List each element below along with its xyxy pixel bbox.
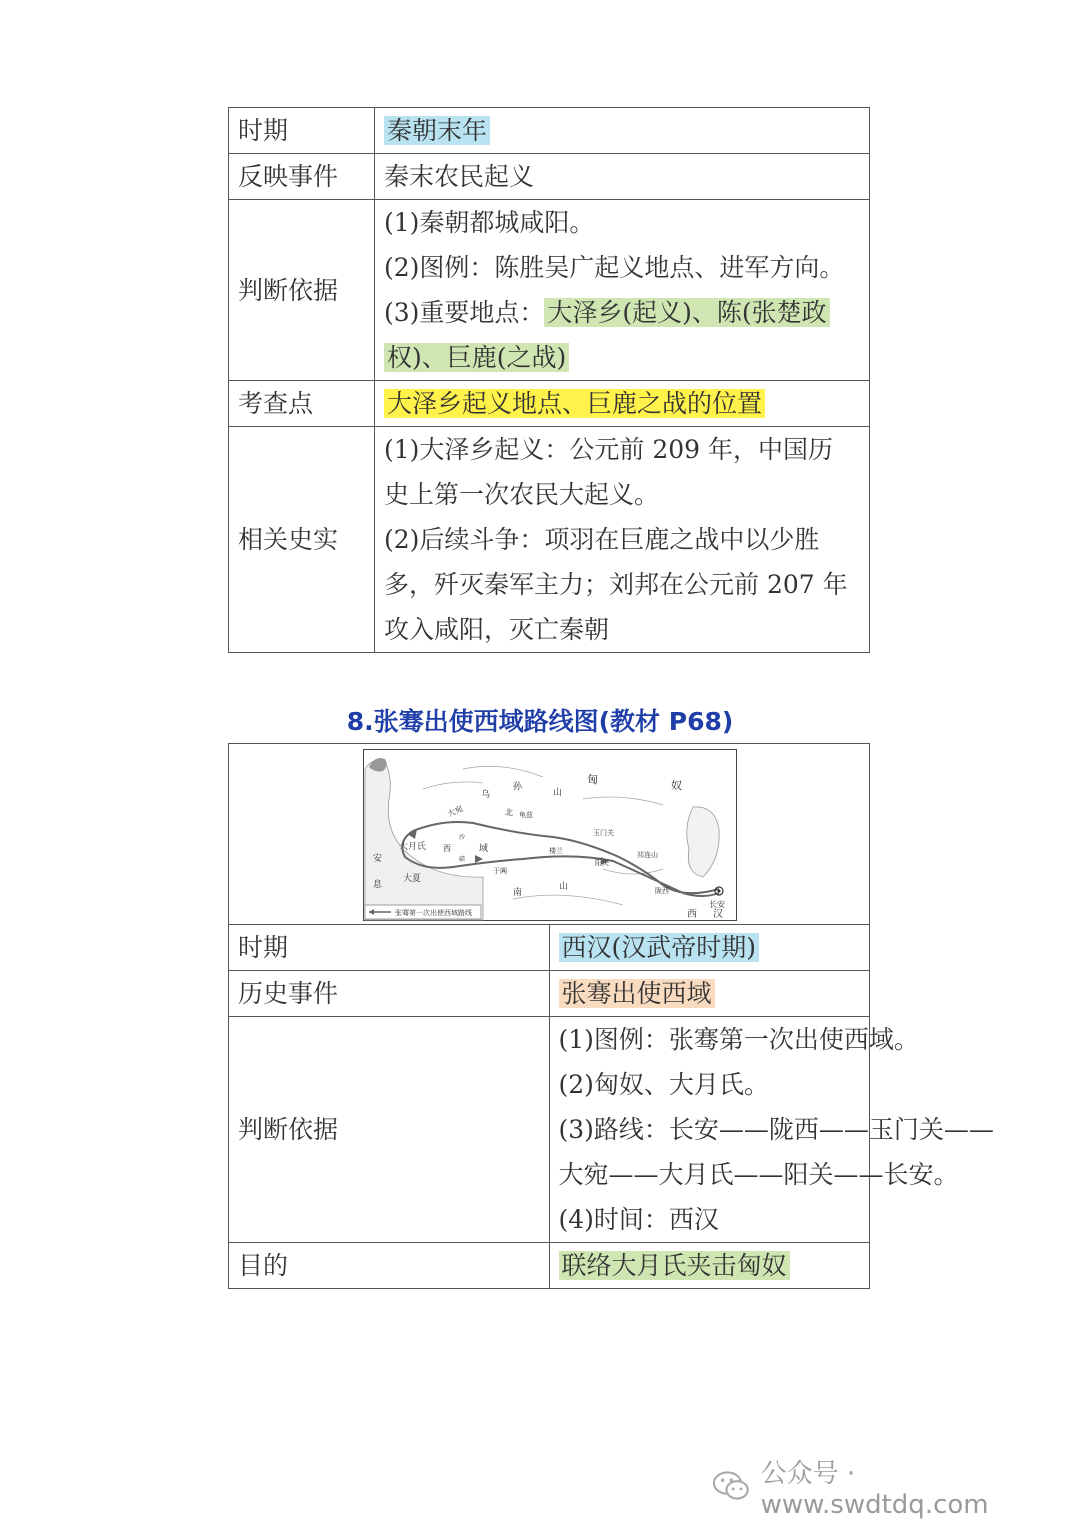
row-value: [549, 1243, 870, 1289]
qin-table: [228, 107, 870, 653]
map-label: 楼兰: [549, 847, 563, 855]
map-label: 南: [513, 888, 523, 898]
fact-line: 攻入咸阳，灭亡秦朝: [384, 615, 610, 644]
row-value: [549, 925, 870, 971]
row-label: 反映事件: [229, 154, 375, 200]
row-value: 秦末农民起义: [375, 154, 870, 200]
table-row: [229, 108, 870, 154]
map-label: 沙: [459, 834, 466, 841]
watermark: [712, 1458, 1080, 1520]
table-row: [229, 427, 870, 653]
route-map: [363, 749, 737, 921]
map-label: 西: [687, 909, 697, 920]
map-label: 域: [479, 844, 489, 854]
section-title: 8.张骞出使西域路线图(教材 P68): [346, 707, 734, 736]
row-label: 判断依据: [229, 200, 375, 381]
map-label: 阳关: [595, 859, 609, 867]
map-label: 玉门关: [593, 829, 614, 837]
basis-line: (1)图例：张骞第一次出使西域。: [558, 1025, 919, 1054]
map-label: 匈: [587, 773, 598, 786]
map-label: 西: [443, 844, 451, 853]
map-label: 大月氏: [399, 842, 427, 852]
map-label: 安: [373, 854, 383, 864]
highlight-places: 权)、巨鹿(之战): [384, 343, 569, 372]
map-label: 龟兹: [519, 811, 533, 819]
row-value: [375, 427, 870, 653]
map-label: 孙: [513, 782, 523, 792]
row-label: 相关史实: [229, 427, 375, 653]
map-legend-text: 张骞第一次出使西域路线: [395, 909, 472, 917]
map-label: 于阗: [493, 867, 507, 875]
table-row: [229, 381, 870, 427]
highlight-period: 秦朝末年: [384, 116, 490, 145]
row-value: [375, 200, 870, 381]
watermark-text: 公众号 · www.swdtdq.com: [760, 1458, 989, 1520]
row-value: [375, 381, 870, 427]
map-label: 北: [505, 808, 513, 817]
table-row: [229, 925, 870, 971]
basis-line: [384, 290, 863, 335]
map-label: 山: [553, 788, 563, 798]
changan-marker-dot: [718, 890, 721, 893]
table-row: [229, 200, 870, 381]
basis-line: [384, 335, 863, 380]
row-label: 考查点: [229, 381, 375, 427]
highlight-purpose: 联络大月氏夹击匈奴: [559, 1251, 790, 1280]
row-label: 判断依据: [229, 1017, 550, 1243]
map-label: 息: [373, 880, 383, 890]
row-value: [375, 108, 870, 154]
basis-line: (4)时间：西汉: [558, 1205, 719, 1234]
map-cell: [229, 744, 870, 925]
row-label: 时期: [229, 925, 550, 971]
basis-line: (2)匈奴、大月氏。: [558, 1070, 769, 1099]
fact-line: (1)大泽乡起义：公元前 209 年，中国历: [384, 435, 834, 464]
row-label: 时期: [229, 108, 375, 154]
zhangqian-table: [228, 743, 994, 1289]
map-label: 乌: [481, 790, 491, 800]
row-label: 历史事件: [229, 971, 550, 1017]
basis-line: (1)秦朝都城咸阳。: [384, 208, 595, 237]
highlight-places: 大泽乡(起义)、陈(张楚政: [544, 298, 829, 327]
row-value: [549, 1017, 994, 1243]
wechat-icon: [712, 1469, 751, 1503]
row-label: 目的: [229, 1243, 550, 1289]
basis-line: 大宛——大月氏——阳关——长安。: [558, 1160, 959, 1189]
map-label: 奴: [671, 779, 682, 792]
highlight-event: 张骞出使西域: [559, 979, 715, 1008]
map-label: 山: [559, 882, 569, 892]
map-label: 陇西: [655, 887, 669, 895]
basis-line: (2)图例：陈胜吴广起义地点、进军方向。: [384, 253, 845, 282]
table-row: [229, 971, 870, 1017]
fact-line: 史上第一次农民大起义。: [384, 480, 660, 509]
map-label: 祁连山: [637, 851, 658, 859]
map-row: [229, 744, 870, 925]
table-row: [229, 1017, 870, 1243]
map-label: 长安: [709, 900, 725, 909]
highlight-exam-point: 大泽乡起义地点、巨鹿之战的位置: [384, 389, 765, 418]
table-row: [229, 154, 870, 200]
table-row: [229, 1243, 870, 1289]
highlight-period: 西汉(汉武帝时期): [559, 933, 760, 962]
map-label: 大宛: [446, 803, 465, 819]
basis-line: (3)路线：长安——陇西——玉门关——: [558, 1115, 994, 1144]
basis-prefix: (3)重要地点：: [384, 298, 545, 327]
map-label: 大夏: [403, 874, 422, 884]
map-label: 碛: [459, 856, 466, 863]
fact-line: (2)后续斗争：项羽在巨鹿之战中以少胜: [384, 525, 820, 554]
row-value: [549, 971, 870, 1017]
map-label: 汉: [713, 909, 723, 920]
fact-line: 多，歼灭秦军主力；刘邦在公元前 207 年: [384, 570, 848, 599]
